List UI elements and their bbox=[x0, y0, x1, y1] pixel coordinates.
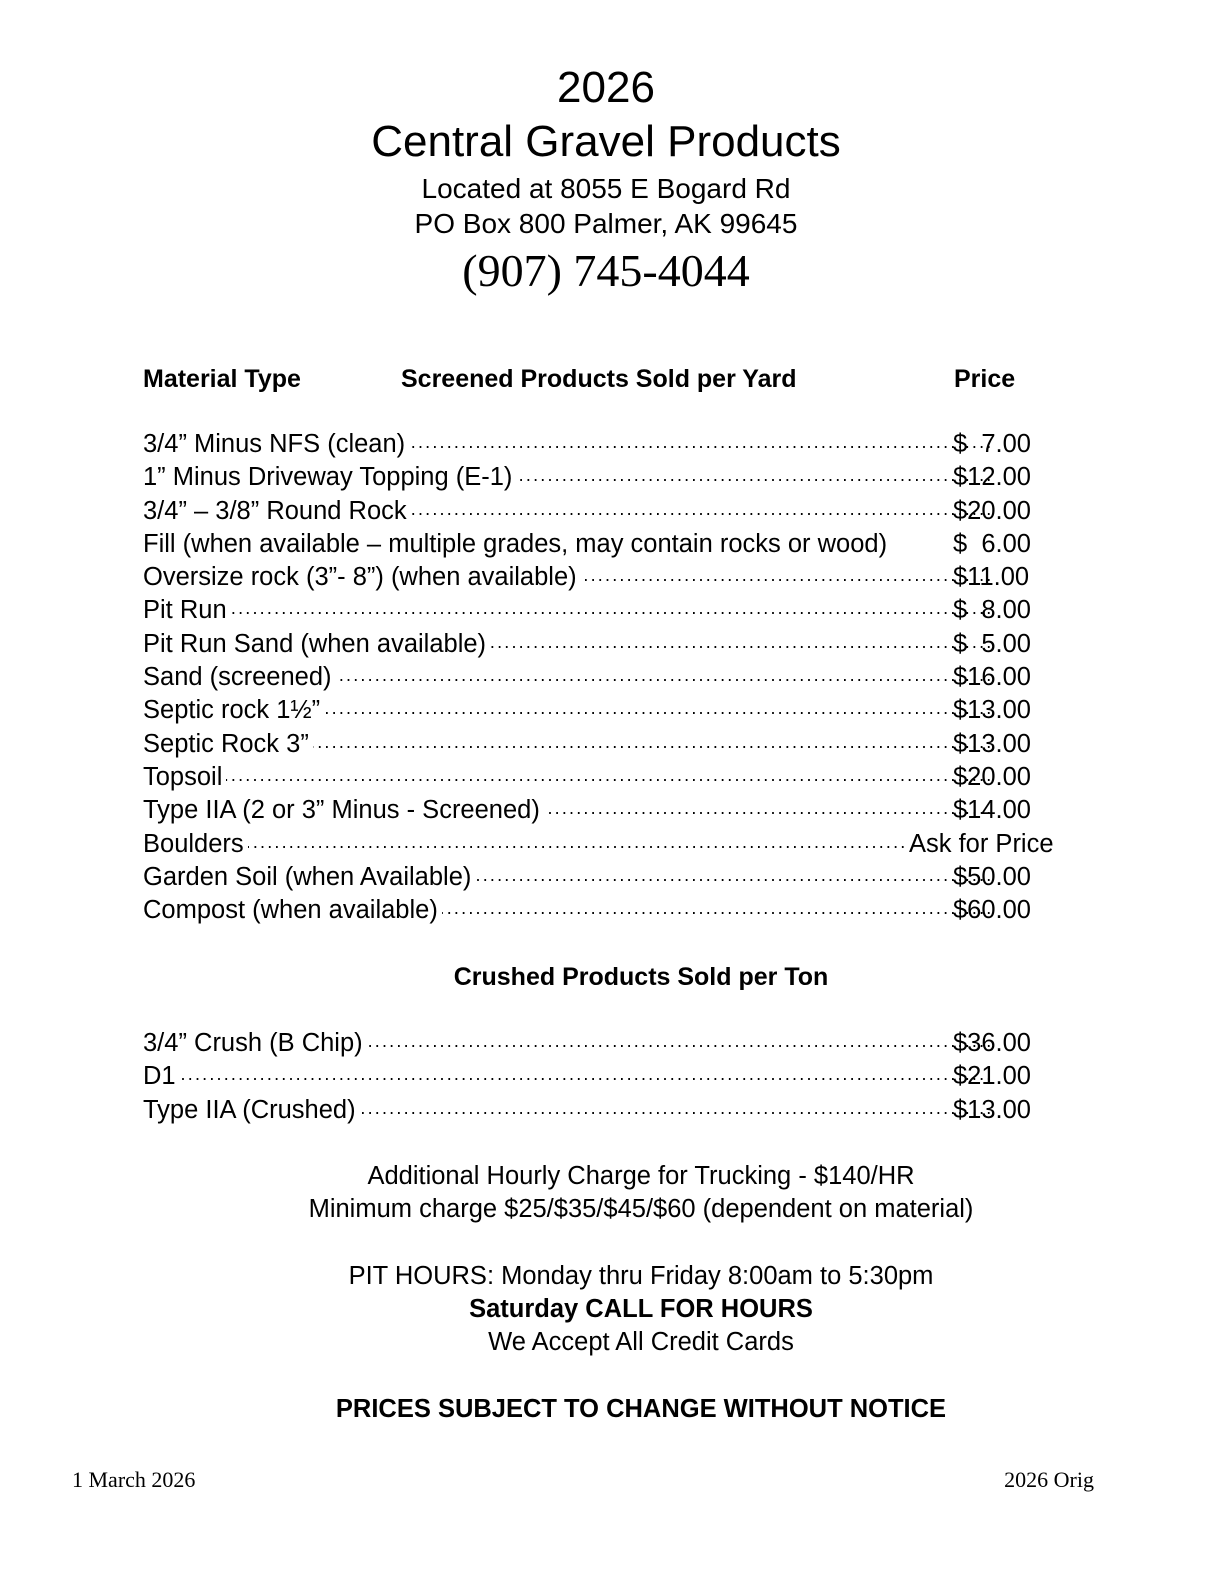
header-material-type: Material Type bbox=[143, 365, 301, 393]
list-item bbox=[143, 1060, 1083, 1093]
list-item bbox=[143, 761, 1083, 794]
item-name: Type IIA (Crushed) bbox=[143, 1095, 356, 1124]
dot-leader bbox=[490, 628, 993, 661]
list-item bbox=[143, 661, 1083, 694]
item-name: 3/4” Minus NFS (clean) bbox=[143, 430, 406, 458]
list-item bbox=[143, 828, 1083, 861]
item-price: $13.00 bbox=[953, 729, 1031, 758]
item-price: $36.00 bbox=[953, 1029, 1031, 1057]
item-price: $50.00 bbox=[953, 862, 1031, 891]
dot-leader bbox=[226, 761, 993, 794]
crushed-products-list bbox=[143, 1027, 1083, 1127]
dot-leader bbox=[367, 1027, 993, 1060]
prices-notice: PRICES SUBJECT TO CHANGE WITHOUT NOTICE bbox=[335, 1395, 947, 1423]
list-item bbox=[143, 728, 1083, 761]
list-item bbox=[143, 628, 1083, 661]
minimum-charge-note: Minimum charge $25/$35/$45/$60 (dependent on material) bbox=[308, 1195, 974, 1223]
company-name: Central Gravel Products bbox=[371, 117, 841, 166]
saturday-hours-note: Saturday CALL FOR HOURS bbox=[469, 1295, 813, 1323]
list-item bbox=[143, 528, 1083, 561]
item-price: $13.00 bbox=[953, 1095, 1031, 1124]
item-name: Sand (screened) bbox=[143, 663, 332, 692]
item-name: Fill (when available – multiple grades, may contain rocks or wood) bbox=[143, 529, 888, 558]
header-price: Price bbox=[954, 365, 1016, 393]
dot-leader bbox=[336, 661, 993, 694]
year-heading: 2026 bbox=[557, 63, 655, 112]
dot-leader bbox=[248, 828, 907, 861]
item-price: $ 8.00 bbox=[953, 596, 1031, 625]
address-line-2: PO Box 800 Palmer, AK 99645 bbox=[414, 208, 798, 239]
item-name: Topsoil bbox=[143, 762, 223, 791]
dot-leader bbox=[313, 728, 993, 761]
item-price: $16.00 bbox=[953, 663, 1031, 692]
list-item bbox=[143, 594, 1083, 627]
dot-leader bbox=[442, 894, 993, 927]
item-price: $ 7.00 bbox=[953, 430, 1031, 458]
item-name: Pit Run Sand (when available) bbox=[143, 629, 487, 658]
list-item bbox=[143, 861, 1083, 894]
credit-cards-note: We Accept All Credit Cards bbox=[488, 1328, 794, 1356]
item-name: Type IIA (2 or 3” Minus - Screened) bbox=[143, 796, 540, 825]
item-name: D1 bbox=[143, 1062, 176, 1091]
item-price: $20.00 bbox=[953, 496, 1031, 525]
footer-date: 1 March 2026 bbox=[72, 1467, 196, 1492]
list-item bbox=[143, 495, 1083, 528]
item-price: $ 6.00 bbox=[953, 529, 1031, 558]
item-name: Oversize rock (3”- 8”) (when available) bbox=[143, 563, 577, 592]
dot-leader bbox=[231, 594, 993, 627]
crushed-section-title: Crushed Products Sold per Ton bbox=[453, 963, 829, 991]
item-price: $20.00 bbox=[953, 762, 1031, 791]
list-item bbox=[143, 694, 1083, 727]
dot-leader bbox=[475, 861, 993, 894]
list-item bbox=[143, 561, 1083, 594]
list-item bbox=[143, 894, 1083, 927]
item-name: 3/4” Crush (B Chip) bbox=[143, 1029, 363, 1057]
dot-leader bbox=[360, 1094, 993, 1127]
address-line-1: Located at 8055 E Bogard Rd bbox=[421, 173, 791, 204]
column-headers bbox=[143, 362, 1083, 396]
item-name: Compost (when available) bbox=[143, 896, 438, 925]
header-screened-products: Screened Products Sold per Yard bbox=[401, 365, 797, 393]
dot-leader bbox=[409, 428, 993, 461]
item-name: Pit Run bbox=[143, 596, 227, 625]
dot-leader bbox=[516, 461, 993, 494]
phone-number: (907) 745-4044 bbox=[462, 245, 750, 296]
item-name: 3/4” – 3/8” Round Rock bbox=[143, 496, 407, 525]
dot-leader bbox=[581, 561, 993, 594]
item-name: Boulders bbox=[143, 829, 244, 858]
item-price: $13.00 bbox=[953, 696, 1031, 725]
screened-products-list bbox=[143, 428, 1083, 927]
item-price: $14.00 bbox=[953, 796, 1031, 825]
item-price: Ask for Price bbox=[909, 829, 1054, 858]
list-item bbox=[143, 794, 1083, 827]
item-name: Garden Soil (when Available) bbox=[143, 862, 472, 891]
item-name: Septic Rock 3” bbox=[143, 729, 309, 758]
item-price: $ 5.00 bbox=[953, 629, 1031, 658]
footer-version: 2026 Orig bbox=[1004, 1467, 1094, 1492]
item-price: $11.00 bbox=[953, 563, 1030, 592]
pit-hours-note: PIT HOURS: Monday thru Friday 8:00am to 5:30pm bbox=[348, 1262, 934, 1290]
item-price: $60.00 bbox=[953, 896, 1031, 925]
list-item bbox=[143, 1027, 1083, 1060]
dot-leader bbox=[411, 495, 993, 528]
item-price: $21.00 bbox=[953, 1062, 1031, 1091]
list-item bbox=[143, 428, 1083, 461]
dot-leader bbox=[180, 1060, 993, 1093]
dot-leader bbox=[544, 794, 993, 827]
trucking-charge-note: Additional Hourly Charge for Trucking - $140/HR bbox=[367, 1162, 915, 1190]
item-name: 1” Minus Driveway Topping (E-1) bbox=[143, 463, 513, 492]
list-item bbox=[143, 461, 1083, 494]
item-name: Septic rock 1½” bbox=[143, 696, 321, 725]
dot-leader bbox=[324, 694, 993, 727]
list-item bbox=[143, 1094, 1083, 1127]
item-price: $12.00 bbox=[953, 463, 1031, 492]
